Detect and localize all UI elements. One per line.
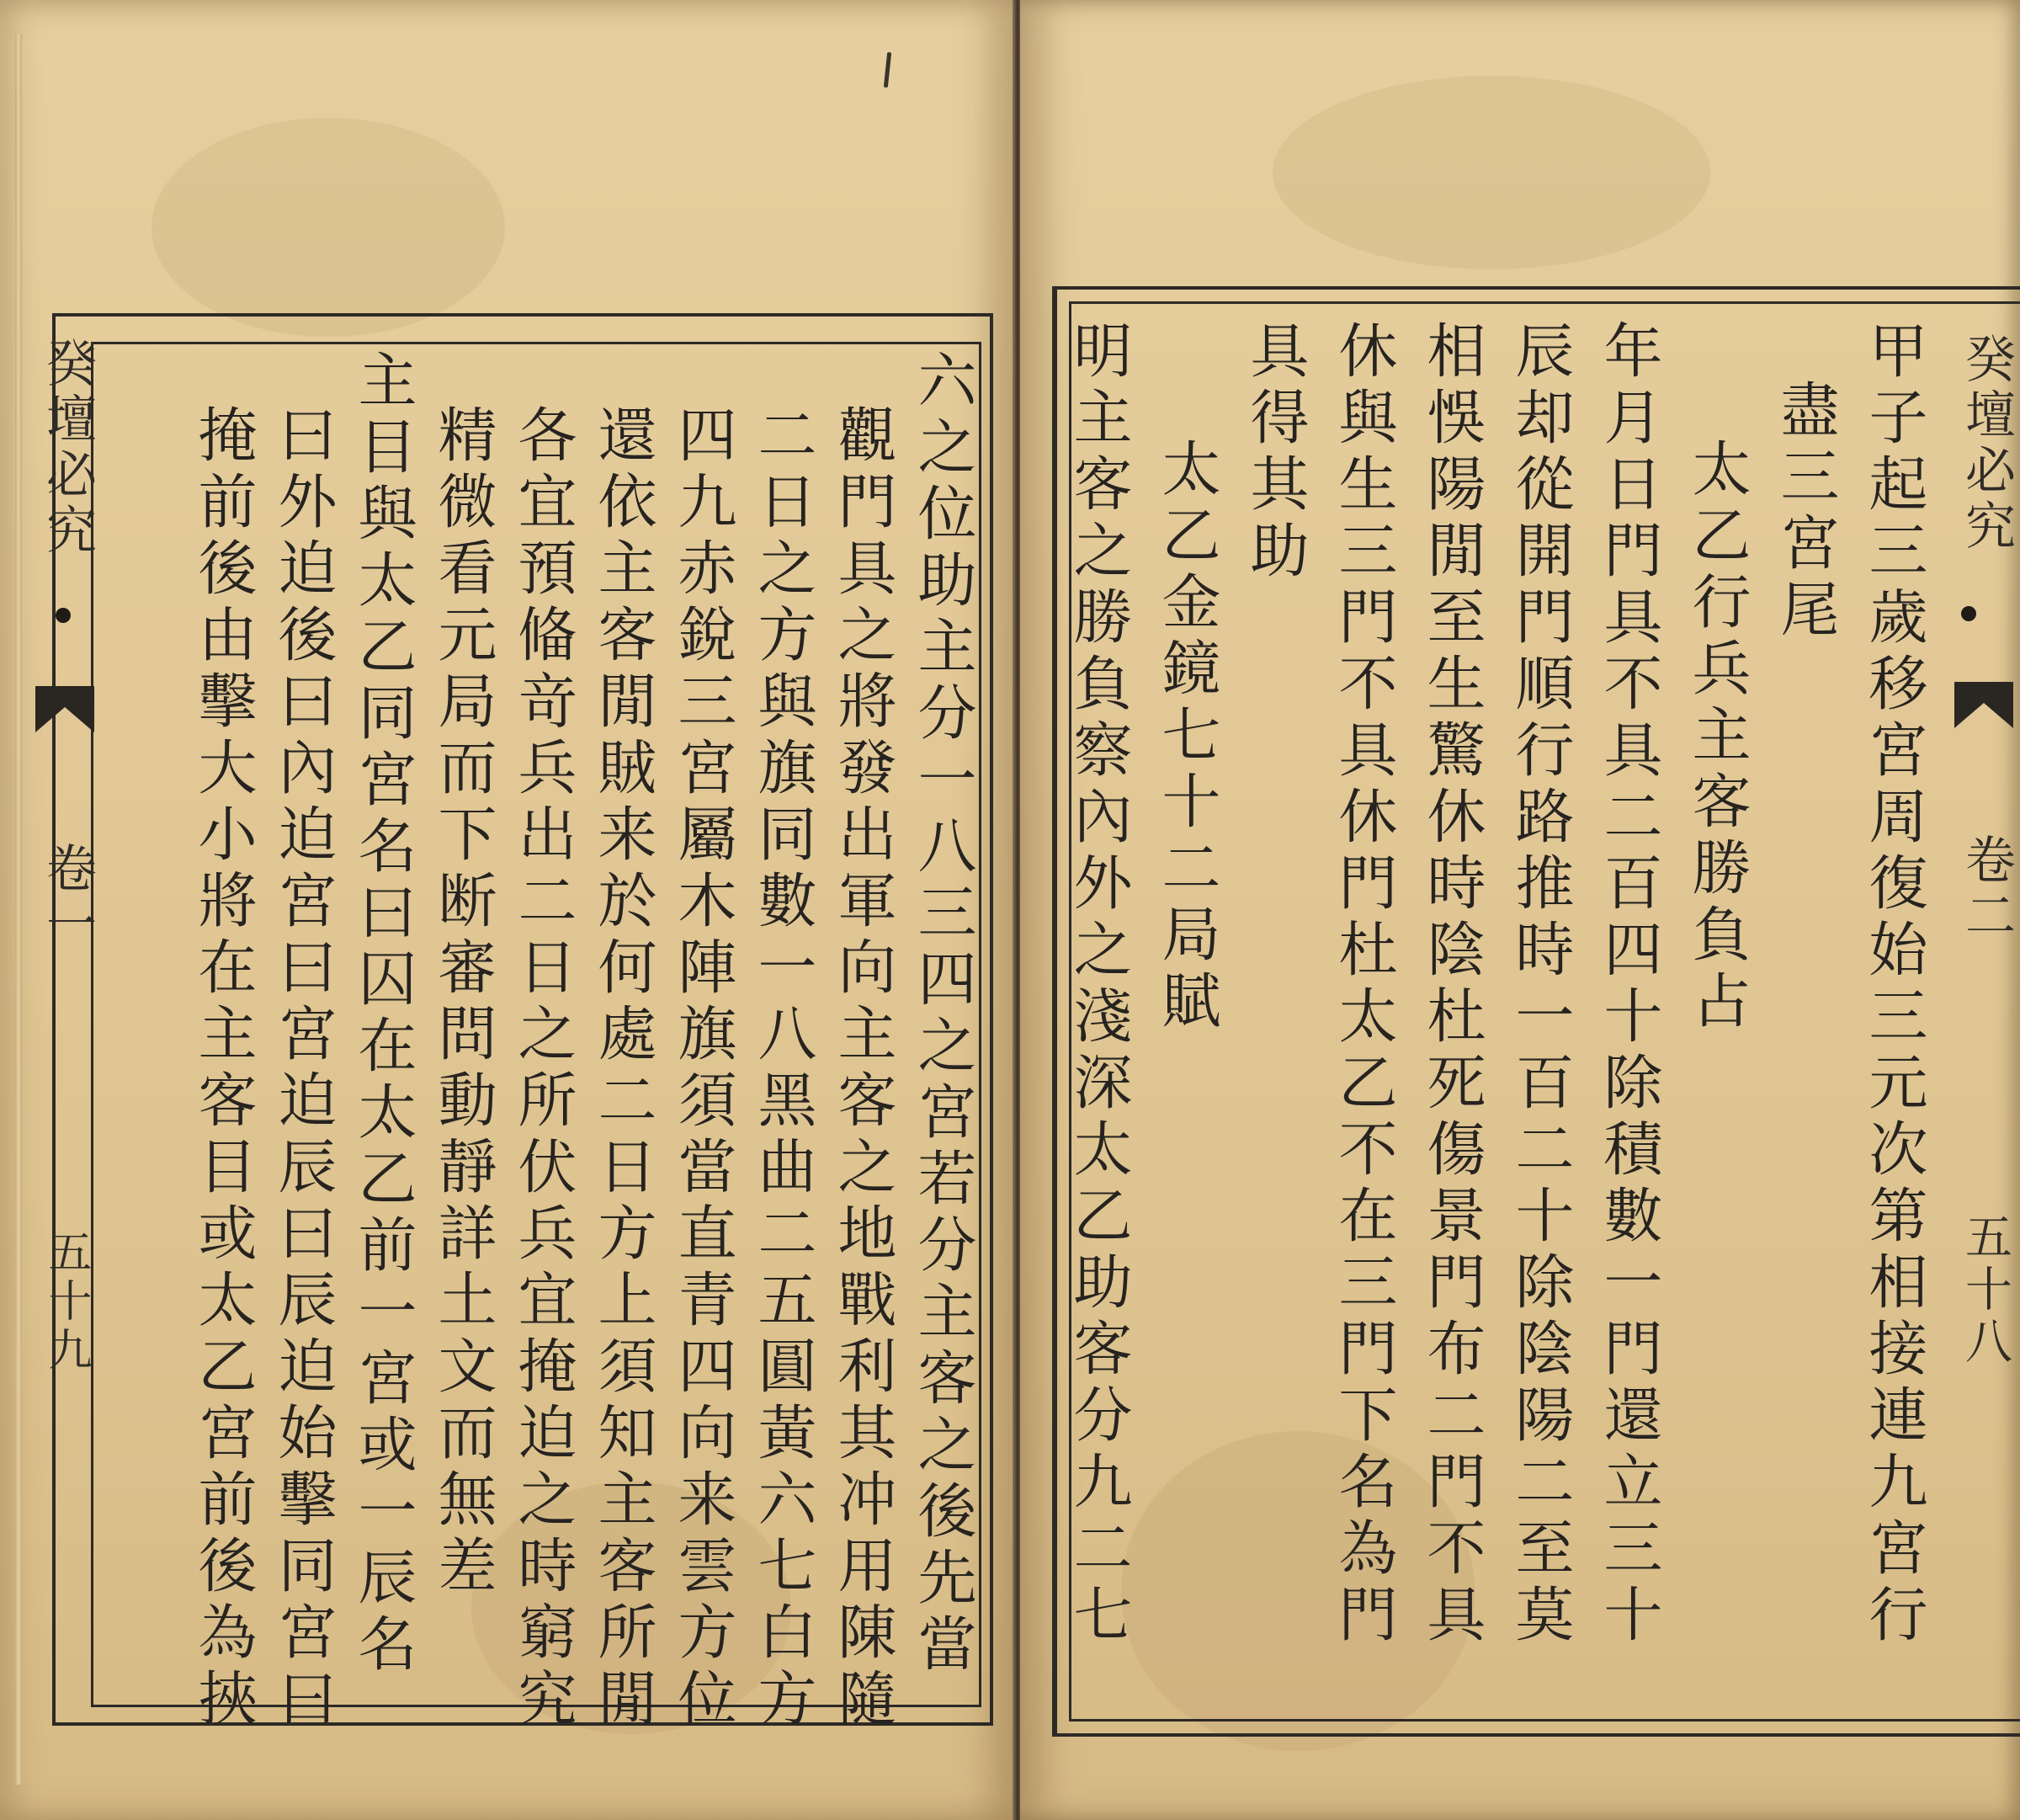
left-margin-title: 癸壇必究: [38, 337, 97, 559]
fishtail-dot: [1961, 606, 1976, 621]
text-column: 還依主客閒賊来於何處二日方上須知主客所閒: [588, 404, 657, 1734]
text-column: 主目與太乙同宮名曰囚在太乙前一宮或一辰名: [348, 349, 417, 1679]
text-column: 盡三宮尾: [1771, 379, 1840, 645]
text-column: 掩前後由擊大小將在主客目或太乙宮前後為挾: [189, 404, 258, 1734]
text-column: 各宜預偹竒兵出二日之所伏兵宜掩迫之時窮究: [508, 404, 577, 1734]
fishtail-mark: [1954, 682, 2013, 741]
text-column: 精微看元局而下断審問動靜詳土文而無差: [428, 404, 497, 1601]
fishtail-mark: [35, 686, 94, 745]
text-column: 明主客之勝負察內外之淺深太乙助客分九二七: [1064, 320, 1133, 1650]
left-margin-juan: 卷一: [38, 842, 97, 953]
text-column: 具得其助: [1241, 320, 1310, 586]
text-column: 二日之方與旗同數一八黑曲二五圓黃六七白方: [748, 404, 817, 1734]
right-margin-page-number: 五十八: [1958, 1212, 2012, 1369]
fishtail-dot: [56, 608, 71, 623]
text-column: 相悞陽閒至生驚休時陰杜死傷景門布二門不具: [1417, 320, 1486, 1650]
text-column: 休與生三門不具休門杜太乙不在三門下名為門: [1329, 320, 1398, 1650]
text-column: 曰外迫後曰內迫宮曰宮迫辰曰辰迫始擊同宮曰: [268, 404, 338, 1734]
text-column: 太乙行兵主客勝負占: [1682, 438, 1752, 1036]
text-column: 四九赤銳三宮屬木陣旗須當直青四向来雲方位: [668, 404, 737, 1734]
text-column: 甲子起三歲移宮周復始三元次第相接連九宮行: [1859, 320, 1928, 1650]
text-column: 年月日門具不具二百四十除積數一門還立三十: [1594, 320, 1663, 1650]
right-margin-juan: 卷二: [1957, 833, 2016, 945]
text-column: 辰却從開門順行路推時一百二十除陰陽二至莫: [1506, 320, 1575, 1650]
text-column: 六之位助主分一八三四之宮若分主客之後先當: [908, 349, 977, 1679]
paper-stain: [152, 118, 505, 337]
pencil-mark: [884, 52, 891, 88]
text-column: 太乙金鏡七十二局賦: [1152, 438, 1221, 1036]
right-margin-title: 癸壇必究: [1957, 333, 2016, 555]
page-edge: [15, 34, 22, 1785]
paper-stain: [1273, 76, 1710, 269]
left-margin-page-number: 五十九: [40, 1229, 91, 1376]
text-column: 觀門具之將發出軍向主客之地戰利其冲用陳隨: [828, 404, 897, 1734]
